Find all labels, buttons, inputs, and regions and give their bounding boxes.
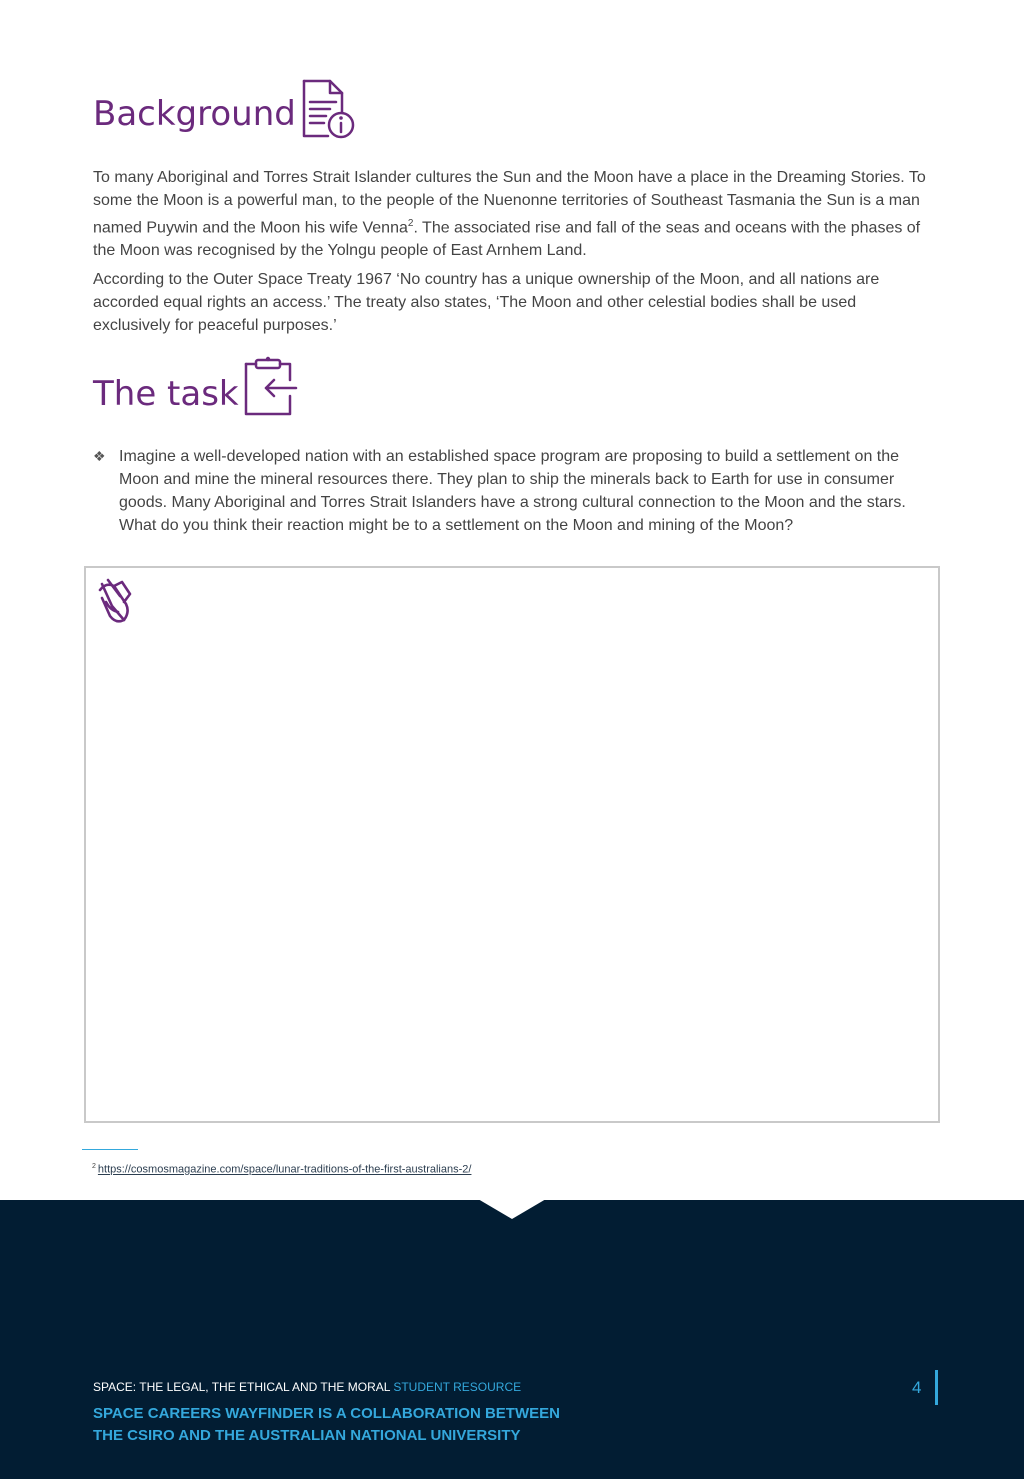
footer-collab-line-1: SPACE CAREERS WAYFINDER IS A COLLABORATION BETWEEN xyxy=(93,1405,560,1422)
background-paragraph-1-text: To many Aboriginal and Torres Strait Islander cultures the Sun and the Moon have a place in the Dreaming Stories. To some the Moon is a powerful man, to the people of the Nuenonne territories of Southeast Tasmania the Sun is a man named Puywin and the Moon his wife Venna xyxy=(93,169,926,237)
pen-hand-icon xyxy=(96,576,136,626)
footnote-ref[interactable]: 2 xyxy=(407,218,414,229)
footer-doc-type: STUDENT RESOURCE xyxy=(393,1380,522,1394)
diamond-bullet-icon: ❖ xyxy=(93,448,106,464)
footnote-divider xyxy=(82,1149,138,1150)
footer-collaboration xyxy=(93,1403,560,1447)
background-paragraph-1-text-end: . The associated rise and fall of the seas and oceans with the phases of the Moon was recognised by the Yolngu people of East Arnhem Land. xyxy=(93,219,921,260)
task-bullet xyxy=(93,445,933,537)
footer-collab-line-2: THE CSIRO AND THE AUSTRALIAN NATIONAL UNIVERSITY xyxy=(93,1427,521,1444)
answer-box[interactable] xyxy=(84,566,940,1123)
footer-document-title xyxy=(93,1380,521,1394)
background-paragraph-1 xyxy=(93,166,933,262)
background-paragraph-2: According to the Outer Space Treaty 1967 ‘No country has a unique ownership of the Moon, and all nations are accorded equal rights an access.’ The treaty also states, ‘The Moon and other celestial bodies shall be used exclusively for peaceful purposes.’ xyxy=(93,271,880,334)
document-info-icon xyxy=(300,78,358,142)
page-number-bar xyxy=(935,1370,938,1405)
footnote-number: 2 xyxy=(92,1163,96,1170)
clipboard-arrow-icon xyxy=(240,356,300,418)
footer-notch xyxy=(478,1199,546,1219)
footnote-link[interactable]: https://cosmosmagazine.com/space/lunar-traditions-of-the-first-australians-2/ xyxy=(97,1163,472,1176)
footnote xyxy=(92,1163,471,1176)
page-number: 4 xyxy=(912,1378,922,1397)
task-bullet-text: Imagine a well-developed nation with an established space program are proposing to build a settlement on the Moon and mine the mineral resources there. They plan to ship the minerals back to Earth for use in consumer goods. Many Aboriginal and Torres Strait Islanders have a strong cultural connection to the Moon and the stars. What do you think their reaction might be to a settlement on the Moon and mining of the Moon? xyxy=(119,448,906,534)
task-heading: The task xyxy=(93,374,239,414)
background-heading: Background xyxy=(93,94,296,134)
footer-doc-title: SPACE: THE LEGAL, THE ETHICAL AND THE MORAL xyxy=(93,1380,390,1394)
